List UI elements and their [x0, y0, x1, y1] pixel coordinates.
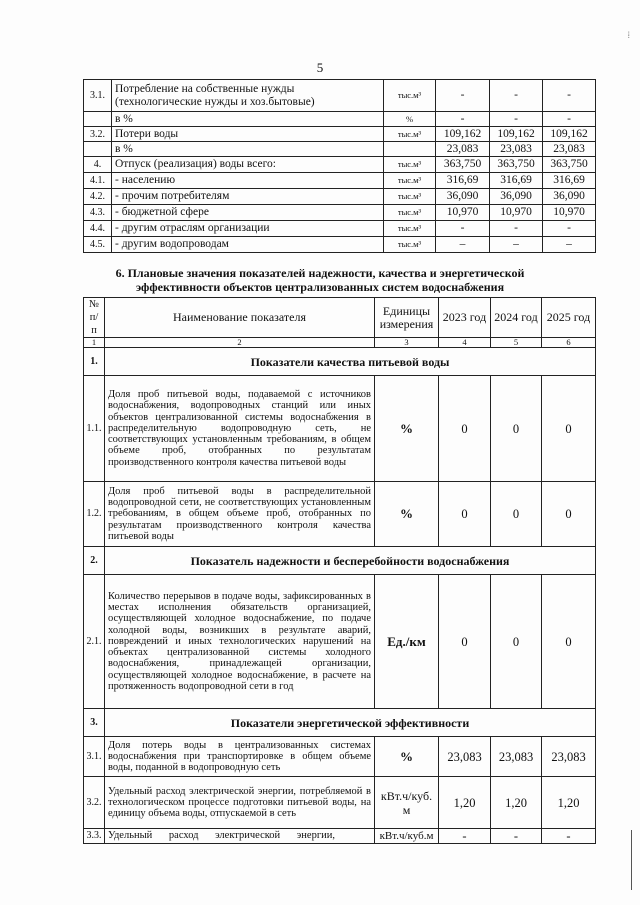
scan-edge-line	[631, 830, 632, 890]
value-2025: –	[543, 237, 596, 253]
table-row	[84, 376, 596, 482]
table-row	[84, 237, 596, 253]
row-name: в %	[112, 112, 384, 127]
row-name: в %	[112, 142, 384, 157]
column-index: 2	[105, 338, 375, 348]
row-description: Количество перерывов в подаче воды, зафиксированных в местах исполнения обязательств организацией, осуществляющей холодное водоснабжение, по подаче холодной воды, возникших в результате аварий, повреждений и иных технологических нарушений на объектах централизованной системы холодного водоснабжения, принадлежащей организации, осуществляющей холодное водоснабжение, в расчете на протяженность водопроводной сети в год	[105, 575, 375, 709]
value-2024: 36,090	[490, 189, 543, 205]
value-2023: 36,090	[436, 189, 490, 205]
value-2025: 0	[542, 575, 596, 709]
column-index: 4	[439, 338, 491, 348]
value-2025: 316,69	[543, 173, 596, 189]
value-2023: 363,750	[436, 157, 490, 173]
value-2023: -	[436, 221, 490, 237]
table-row	[84, 482, 596, 547]
row-description: Доля проб питьевой воды, подаваемой с источников водоснабжения, водопроводных станций или иных объектов централизованной системы водоснабжения в распределительную водопроводную сеть, не соответствующих установленным требованиям, в общем объеме проб, отобранных по результатам производственного контроля качества питьевой воды	[105, 376, 375, 482]
row-number	[84, 142, 112, 157]
row-unit: тыс.м³	[384, 157, 436, 173]
row-unit: кВт.ч/куб. м	[375, 777, 439, 829]
value-2023: 0	[439, 575, 491, 709]
value-2024: 0	[491, 482, 542, 547]
row-description: Удельный расход электрической энергии, потребляемой в технологическом процессе подготовки питьевой воды, на единицу объема воды, отпускаемой в сеть	[105, 777, 375, 829]
table-row	[84, 173, 596, 189]
section-title: Показатели энергетической эффективности	[105, 709, 596, 737]
row-number: 4.1.	[84, 173, 112, 189]
section-heading-line1: 6. Плановые значения показателей надежности, качества и энергетической	[115, 266, 525, 280]
value-2024: 316,69	[490, 173, 543, 189]
row-number: 1.1.	[84, 376, 105, 482]
section-title: Показатели качества питьевой воды	[105, 348, 596, 376]
row-number: 4.3.	[84, 205, 112, 221]
value-2025: 0	[542, 482, 596, 547]
row-number: 4.	[84, 157, 112, 173]
row-unit: тыс.м³	[384, 189, 436, 205]
table-row	[84, 80, 596, 112]
value-2024: 23,083	[490, 142, 543, 157]
value-2024: 1,20	[491, 777, 542, 829]
section-title: Показатель надежности и бесперебойности водоснабжения	[105, 547, 596, 575]
value-2025: 23,083	[542, 737, 596, 777]
value-2024: 0	[491, 376, 542, 482]
value-2023: -	[436, 112, 490, 127]
indicators-table	[83, 297, 596, 844]
section-number: 1.	[84, 348, 105, 376]
row-name: - другим отраслям организации	[112, 221, 384, 237]
balance-table	[83, 79, 596, 253]
row-unit: тыс.м³	[384, 80, 436, 112]
table-row	[84, 127, 596, 142]
value-2023: 23,083	[439, 737, 491, 777]
value-2023: 1,20	[439, 777, 491, 829]
table-row	[84, 777, 596, 829]
value-2023: 316,69	[436, 173, 490, 189]
value-2024: -	[490, 221, 543, 237]
row-name: - другим водопроводам	[112, 237, 384, 253]
row-name: - населению	[112, 173, 384, 189]
header-name: Наименование показателя	[105, 298, 375, 338]
table-row	[84, 829, 596, 844]
value-2025: 0	[542, 376, 596, 482]
value-2025: -	[542, 829, 596, 844]
row-description: Доля потерь воды в централизованных системах водоснабжения при транспортировке в общем объеме воды, поданной в водопроводную сеть	[105, 737, 375, 777]
value-2023: -	[436, 80, 490, 112]
value-2025: 363,750	[543, 157, 596, 173]
value-2025: 10,970	[543, 205, 596, 221]
row-name: - бюджетной сфере	[112, 205, 384, 221]
value-2024: 363,750	[490, 157, 543, 173]
column-index: 5	[491, 338, 542, 348]
table-row	[84, 157, 596, 173]
value-2025: 23,083	[543, 142, 596, 157]
header-2024: 2024 год	[491, 298, 542, 338]
row-unit: тыс.м³	[384, 127, 436, 142]
row-number: 2.1.	[84, 575, 105, 709]
column-index: 6	[542, 338, 596, 348]
row-number: 3.1.	[84, 737, 105, 777]
row-number: 3.3.	[84, 829, 105, 844]
row-unit: %	[375, 376, 439, 482]
row-number: 3.2.	[84, 777, 105, 829]
header-unit: Единицы измерения	[375, 298, 439, 338]
row-name: Потери воды	[112, 127, 384, 142]
value-2025: 109,162	[543, 127, 596, 142]
page-number: 5	[316, 60, 324, 75]
row-unit: Ед./км	[375, 575, 439, 709]
row-name: Отпуск (реализация) воды всего:	[112, 157, 384, 173]
header-2025: 2025 год	[542, 298, 596, 338]
table-row	[84, 575, 596, 709]
row-unit: тыс.м³	[384, 237, 436, 253]
row-number: 3.1.	[84, 80, 112, 112]
row-unit: кВт.ч/куб.м	[375, 829, 439, 844]
section-row	[84, 709, 596, 737]
row-name: Потребление на собственные нужды (технологические нужды и хоз.бытовые)	[112, 80, 384, 112]
section-heading-line2: эффективности объектов централизованных систем водоснабжения	[135, 280, 505, 294]
table-row	[84, 205, 596, 221]
column-index: 1	[84, 338, 105, 348]
value-2023: 23,083	[436, 142, 490, 157]
row-unit	[384, 142, 436, 157]
row-unit: %	[375, 482, 439, 547]
value-2024: 0	[491, 575, 542, 709]
row-unit: %	[384, 112, 436, 127]
row-number: 3.2.	[84, 127, 112, 142]
value-2024: 23,083	[491, 737, 542, 777]
margin-mark: ⁞	[627, 30, 630, 40]
value-2024: -	[491, 829, 542, 844]
table-row	[84, 189, 596, 205]
row-description: Доля проб питьевой воды в распределительной водопроводной сети, не соответствующих установленным требованиям, в общем объеме проб, отобранных по результатам производственного контроля качества питьевой воды	[105, 482, 375, 547]
value-2023: 109,162	[436, 127, 490, 142]
value-2023: 0	[439, 482, 491, 547]
header-2023: 2023 год	[439, 298, 491, 338]
value-2023: 10,970	[436, 205, 490, 221]
value-2024: -	[490, 80, 543, 112]
section-number: 2.	[84, 547, 105, 575]
table-row	[84, 112, 596, 127]
section-row	[84, 348, 596, 376]
table-row	[84, 737, 596, 777]
row-unit: %	[375, 737, 439, 777]
value-2025: -	[543, 221, 596, 237]
table-row	[84, 142, 596, 157]
value-2025: 36,090	[543, 189, 596, 205]
value-2024: 10,970	[490, 205, 543, 221]
table-row	[84, 221, 596, 237]
row-description: Удельный расход электрической энергии,	[105, 829, 375, 844]
section-number: 3.	[84, 709, 105, 737]
value-2023: -	[439, 829, 491, 844]
header-num: № п/п	[84, 298, 105, 338]
row-number: 4.4.	[84, 221, 112, 237]
value-2023: –	[436, 237, 490, 253]
column-index-row	[84, 338, 596, 348]
value-2024: –	[490, 237, 543, 253]
row-name: - прочим потребителям	[112, 189, 384, 205]
value-2025: -	[543, 112, 596, 127]
row-number: 1.2.	[84, 482, 105, 547]
table-header-row	[84, 298, 596, 338]
row-unit: тыс.м³	[384, 205, 436, 221]
value-2024: -	[490, 112, 543, 127]
row-unit: тыс.м³	[384, 221, 436, 237]
row-number	[84, 112, 112, 127]
value-2025: 1,20	[542, 777, 596, 829]
section-heading	[0, 266, 640, 294]
row-number: 4.2.	[84, 189, 112, 205]
value-2025: -	[543, 80, 596, 112]
value-2024: 109,162	[490, 127, 543, 142]
column-index: 3	[375, 338, 439, 348]
row-unit: тыс.м³	[384, 173, 436, 189]
value-2023: 0	[439, 376, 491, 482]
row-number: 4.5.	[84, 237, 112, 253]
section-row	[84, 547, 596, 575]
